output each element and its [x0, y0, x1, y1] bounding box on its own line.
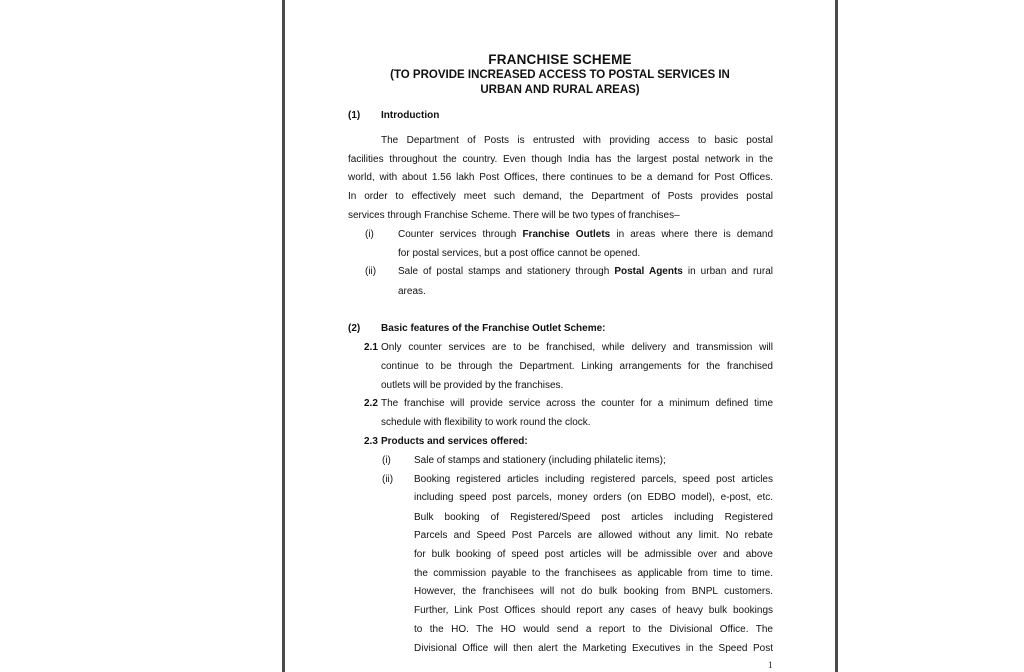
service-ii-line: for bulk booking of speed post articles will be admissible over and above: [414, 549, 773, 560]
intro-line: facilities throughout the country. Even though India has the largest postal network in the: [348, 154, 773, 165]
service-ii-line: Booking registered articles including registered parcels, speed post articles: [414, 474, 773, 485]
service-i-text: Sale of stamps and stationery (including philatelic items);: [414, 455, 666, 466]
clause-2-3-number: 2.3: [364, 436, 378, 447]
clause-2-2-line: schedule with flexibility to work round the clock.: [381, 417, 591, 428]
page-number: 1: [768, 660, 773, 670]
clause-2-2-line: The franchise will provide service across the counter for a minimum defined time: [381, 398, 773, 409]
document-page: [282, 0, 838, 672]
service-ii-line: the commission payable to the franchisees as applicable from time to time.: [414, 568, 773, 579]
service-i-number: (i): [382, 455, 391, 466]
franchise-type-1-line: Counter services through Franchise Outlets in areas where there is demand: [398, 229, 774, 240]
franchise-type-2-line: Sale of postal stamps and stationery through Postal Agents in urban and rural: [398, 266, 773, 277]
franchise-type-2-number: (ii): [365, 266, 377, 277]
service-ii-number: (ii): [382, 474, 394, 485]
franchise-outlets-term: Franchise Outlets: [522, 229, 611, 240]
service-ii-line: Divisional Office will then alert the Marketing Executives in the Speed Post: [414, 643, 773, 654]
clause-2-3-heading: Products and services offered:: [381, 436, 528, 447]
franchise-type-1-number: (i): [365, 229, 374, 240]
intro-line: In order to effectively meet such demand, the Department of Posts provides postal: [348, 191, 773, 202]
intro-line: services through Franchise Scheme. There will be two types of franchises–: [348, 210, 680, 221]
intro-line: The Department of Posts is entrusted with providing access to basic postal: [381, 135, 773, 146]
service-ii-line: However, the franchisees will not do bulk booking from BNPL customers.: [414, 586, 773, 597]
section-2-number: (2): [348, 323, 361, 334]
clause-2-1-line: Only counter services are to be franchised, while delivery and transmission will: [381, 342, 773, 353]
clause-2-1-line: continue to be through the Department. Linking arrangements for the franchised: [381, 361, 773, 372]
clause-2-1-number: 2.1: [364, 342, 378, 353]
postal-agents-term: Postal Agents: [614, 266, 683, 277]
section-1-number: (1): [348, 110, 361, 121]
section-1-heading: Introduction: [381, 110, 440, 121]
clause-2-2-number: 2.2: [364, 398, 378, 409]
service-ii-line: Parcels and Speed Post Parcels are allowed without any limit. No rebate: [414, 530, 773, 541]
intro-line: world, with about 1.56 lakh Post Offices, there continues to be a demand for Post Offices.: [348, 172, 773, 183]
franchise-type-1-line-2: for postal services, but a post office cannot be opened.: [398, 248, 641, 259]
service-ii-line: Bulk booking of Registered/Speed post articles including Registered: [414, 512, 773, 523]
clause-2-1-line: outlets will be provided by the franchises.: [381, 380, 564, 391]
service-ii-line: to the HO. The HO would send a report to the Divisional Office. The: [414, 624, 773, 635]
document-title: FRANCHISE SCHEME: [488, 52, 632, 67]
document-subtitle-line-2: URBAN AND RURAL AREAS): [480, 84, 640, 96]
section-2-heading: Basic features of the Franchise Outlet Scheme:: [381, 323, 606, 334]
service-ii-line: including speed post parcels, money orders (on EDBO model), e-post, etc.: [414, 492, 773, 503]
franchise-type-2-line-2: areas.: [398, 286, 426, 297]
service-ii-line: Further, Link Post Offices should report any cases of heavy bulk bookings: [414, 605, 773, 616]
document-subtitle-line-1: (TO PROVIDE INCREASED ACCESS TO POSTAL SERVICES IN: [390, 69, 730, 81]
